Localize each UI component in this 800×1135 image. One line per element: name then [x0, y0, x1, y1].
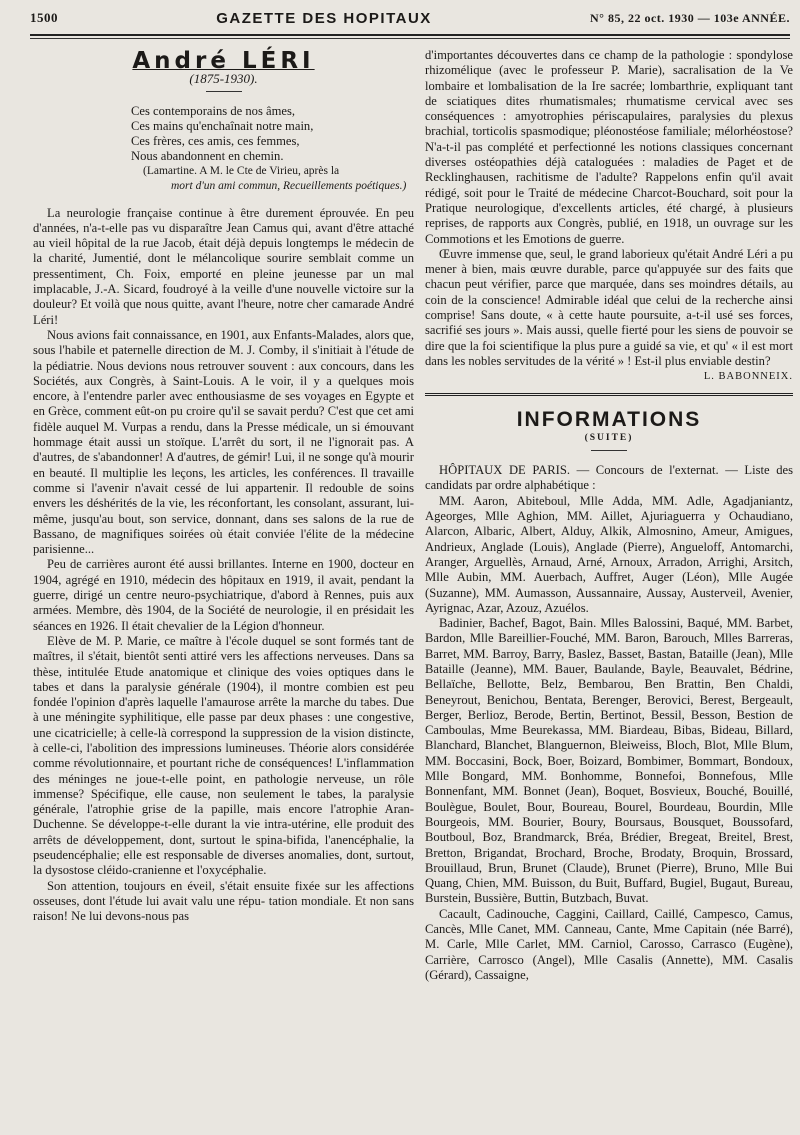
page-header	[30, 4, 790, 32]
journal-title: GAZETTE DES HOPITAUX	[216, 9, 432, 27]
candidate-list: Badinier, Bachef, Bagot, Bain. Mlles Balossini, Baqué, MM. Barbet, Bardon, Mlle Bareillier-Fouché, MM. Baron, Barouch, Mlles Barreras, Barret, MM. Barroy, Barry, Baslez, Basset, Bastan, Bataille (Jean), Mlle Bataille (Jeanne), MM. Bauer, Baulande, Bayle, Beauvalet, Bédrine, Bellaïche, Bellotte, Belz, Bembarou, Ben Brattin, Ben Chaldi, Beneyrout, Benichou, Bentata, Berenger, Berovici, Berest, Bergeault, Berger, Berlioz, Berode, Bertin, Bertinot, Bessil, Besson, Bestion de Camboulas, Mme Beurekassa, MM. Biardeau, Bibas, Bideau, Billard, Blanchard, Blanchet, Blanguernon, Bleiweiss, Bloch, Blot, Mlle Blum, MM. Boccasini, Bock, Boer, Boizard, Bombimer, Bommart, Bondoux, Mlle Bongard, MM. Bonhomme, Bonnefoi, Bonnefous, Mlle Bonnenfant, MM. Bonnet (Jean), Boquet, Bosvieux, Bouché, Bouillé, Boulègue, Boulet, Bour, Boureau, Bourel, Bourdeau, Bourdin, Mlle Bourgeois, MM. Bourier, Boury, Boursaus, Bousquet, Boussofard, Boutboul, Boz, Brandmarck, Bréa, Brédier, Bregeat, Breitel, Brest, Bretton, Brigandat, Brochard, Broche, Brodaty, Broquin, Brossard, Brouillaud, Brun, Brunet (Claude), Brunet (Pierre), Bruno, Mlle Bui Quang, Chien, MM. Buisson, du Buit, Buffard, Bugiel, Bugaut, Bureau, Burstein, Bussière, Buttin, Butzbach, Buvat.	[425, 616, 793, 906]
article-paragraph: Œuvre immense que, seul, le grand laborieux qu'était André Léri a pu mener à bien, mais œuvre durable, parce qu'appuyée sur des faits que chacun peut vérifier, parce que marquée, dans ses moindres détails, au coin de la conscience! Admirable idéal que celui de la recherche ainsi comprise! Sans doute, « à cette haute poursuite, a-t-il usé ses forces, sacrifié ses jours ». Mais aussi, quelle fierté pour les siens de pouvoir se dire que la foi scientifique la plus pure a guidé sa vie, et qu' « il est mort dans les nobles servitudes de la vérité » ! Est-il plus enviable destin?	[425, 246, 793, 368]
left-column	[33, 48, 414, 925]
article-paragraph: Nous avions fait connaissance, en 1901, aux Enfants-Malades, alors que, sous l'habile et paternelle direction de M. J. Comby, il s'initiait à l'étude de la pédiatrie. Nous devions nous retrouver souvent : aux concours, dans les Sociétés, aux Congrès, à Saint-Louis. A le voir, il y a quelques mois encore, à l'entendre parler avec enthousiasme de ses voyages en Egypte et en Grèce, comment eût-on pu croire qu'il se savait perdu? C'est que cet ami fidèle auquel M. Vurpas a rendu, dans la Presse médicale, un si émouvant hommage était aussi un stoïque. L'arrêt du sort, il ne l'ignorait pas. A d'autres, de s'abandonner! A d'autres, de gémir! Lui, il ne songe qu'à mourir en beauté. Il multiplie les leçons, les articles, les conférences. Il travaille comme si l'avenir n'avait cessé de lui appartenir. Il redouble de soins envers les déshérités de la vie, les réconfortant, les consolant, assurant, lui-même, jusqu'au bout, son service, donnant, dans ses salons de la rue de Bassano, de magnifiques soirées où était conviée l'élite de la médecine parisienne...	[33, 327, 414, 557]
article-paragraph: Son attention, toujours en éveil, s'était ensuite fixée sur les affections osseuses, dont l'étude lui avait valu une répu- tation mondiale. Et non sans raison! Ne lui devons-nous pas	[33, 878, 414, 924]
poem-citation-cont: mort d'un ami commun, Recueillements poétiques.)	[171, 179, 407, 192]
informations-lead: HÔPITAUX DE PARIS. — Concours de l'externat. — Liste des candidats par ordre alphabétique :	[425, 463, 793, 493]
section-divider	[425, 393, 793, 396]
issue-info: N° 85, 22 oct. 1930 — 103e ANNÉE.	[590, 10, 790, 25]
title-rule	[206, 91, 242, 92]
header-rule-thin	[30, 38, 790, 39]
poem-line: Ces contemporains de nos âmes,	[131, 103, 296, 118]
candidate-list: Cacault, Cadinouche, Caggini, Caillard, Caillé, Campesco, Camus, Cancès, Mlle Canet, MM. Canneau, Cante, Mme Capitain (née Barré), M. Carle, Mlle Carlet, MM. Carniol, Carosso, Carrasco (Eugène), Carrière, Carrosco (Angel), Mlle Casalis (Annette), MM. Casalis (Gérard), Cassaigne,	[425, 906, 793, 982]
poem-line: Nous abandonnent en chemin.	[131, 148, 284, 163]
article-dates: (1875-1930).	[189, 71, 258, 87]
right-column	[425, 48, 793, 983]
section-title: INFORMATIONS	[516, 407, 702, 431]
section-suite: (SUITE)	[584, 432, 634, 443]
poem-line: Ces mains qu'enchaînait notre main,	[131, 118, 314, 133]
article-paragraph: Peu de carrières auront été aussi brillantes. Interne en 1900, docteur en 1904, agrégé en 1910, médecin des hôpitaux en 1919, il avait, pendant la guerre, dirigé un centre neuro-psychiatrique, d'abord à Rennes, puis aux armées. Membre, dès 1904, de la Société de neurologie, il en présidait les séances en 1926. Il était chevalier de la Légion d'honneur.	[33, 557, 414, 633]
article-paragraph: d'importantes découvertes dans ce champ de la pathologie : spondylose rhizomélique (avec le professeur P. Marie), sacralisation de la Ve lombaire et lombalisation de la Ire sacrée; lombarthrie, expliquant tant de sciatiques dites rhumatismales; rhumatisme cervical avec ses conséquences : amyotrophies périscapulaires, paralysies du plexus brachial, torticolis spasmodique; pléonostéose familiale; mélorhéostose? N'a-t-il pas complété et perfectionné les notions classiques concernant diverses ostéopathies déjà cataloguées : maladies de Paget et de Recklinghausen, rachitisme de l'adulte? Rappelons enfin qu'il avait rédigé, soit pour le Traité de médecine Charcot-Bouchard, soit pour la Pratique neurologique, d'excellents articles, été chargé, à plusieurs reprises, de rapports aux Congrès, publié, en 1918, un ouvrage sur les Commotions et les Emotions de guerre.	[425, 48, 793, 246]
poem-citation: (Lamartine. A M. le Cte de Virieu, après la	[143, 164, 340, 177]
header-rule	[30, 34, 790, 36]
candidate-list: MM. Aaron, Abiteboul, Mlle Adda, MM. Adle, Agadjaniantz, Ageorges, Mlle Aghion, MM. Aillet, Ajuriaguerra y Ochaudiano, Alarcon, Albaric, Albert, Alduy, Alkik, Almosnino, Ameur, Amigues, Andrieux, Anglade (Louis), Anglade (Pierre), Angueloff, Antomarchi, Aranger, Arguellès, Arnaud, Arné, Arnoux, Arradon, Arrighi, Arsitch, Mlle Aubin, MM. Auerbach, Auffret, Auger (Léon), Mlle Augée (Suzanne), MM. Aumasson, Aussannaire, Aussay, Austerveil, Avenier, Ayrignac, Azar, Azouz, Azuélos.	[425, 493, 793, 615]
article-paragraph: La neurologie française continue à être durement éprouvée. En peu d'années, n'a-t-elle pas vu disparaître Jean Camus qui, avant d'être attaché au vieil hôpital de la rue Jacob, était déjà depuis longtemps le médecin de la charité, Jumentié, dont le mélancolique sourire semblait comme un pressentiment, Ch. Foix, emporté en pleine jeunesse par un mal implacable, J.-A. Sicard, foudroyé à la veille d'une nouvelle victoire sur la douleur? Et voilà que nous quitte, avant l'heure, notre cher camarade André Léri!	[33, 205, 414, 327]
section-rule	[591, 450, 627, 451]
article-title: André LÉRI	[132, 48, 315, 74]
article-signature: L. BABONNEIX.	[703, 371, 793, 383]
page-number: 1500	[30, 10, 58, 25]
poem-line: Ces frères, ces amis, ces femmes,	[131, 133, 300, 148]
article-paragraph: Elève de M. P. Marie, ce maître à l'école duquel se sont formés tant de maîtres, il s'était, bientôt senti attiré vers les affections nerveuses. Dans sa thèse, intitulée Etude anatomique et clinique des voies optiques dans le tabes et dans la paralysie générale (1904), il montre combien est peu fondée l'opinion d'après laquelle l'amaurose arrête la marche du tabes. Due à une méningite syphilitique, elle passe par deux phases : une congestive, une cicatricielle; à celle-là correspond la suppression de la vision distincte, à celle-ci, l'abolition des impressions lumineuses. Théorie alors considérée comme révolutionnaire, et pourtant riche de conséquences! L'inflammation des méninges ne joue-t-elle point, en pathologie nerveuse, un rôle immense? Spécifique, elle cause, non seulement le tabes, la paralysie générale, l'atrophie grise de la papille, mais encore l'atrophie Aran-Duchenne. Se développe-t-elle durant la vie intra-utérine, elle produit des arrêts de développement, dont, surtout le spina-bifida, l'anencéphalie, la pseudencéphalie; elle est responsable de diverses anomalies, dont, surtout, la dysostose cléido-cranienne et l'oxycéphalie.	[33, 633, 414, 878]
epigraph-poem	[131, 104, 414, 194]
